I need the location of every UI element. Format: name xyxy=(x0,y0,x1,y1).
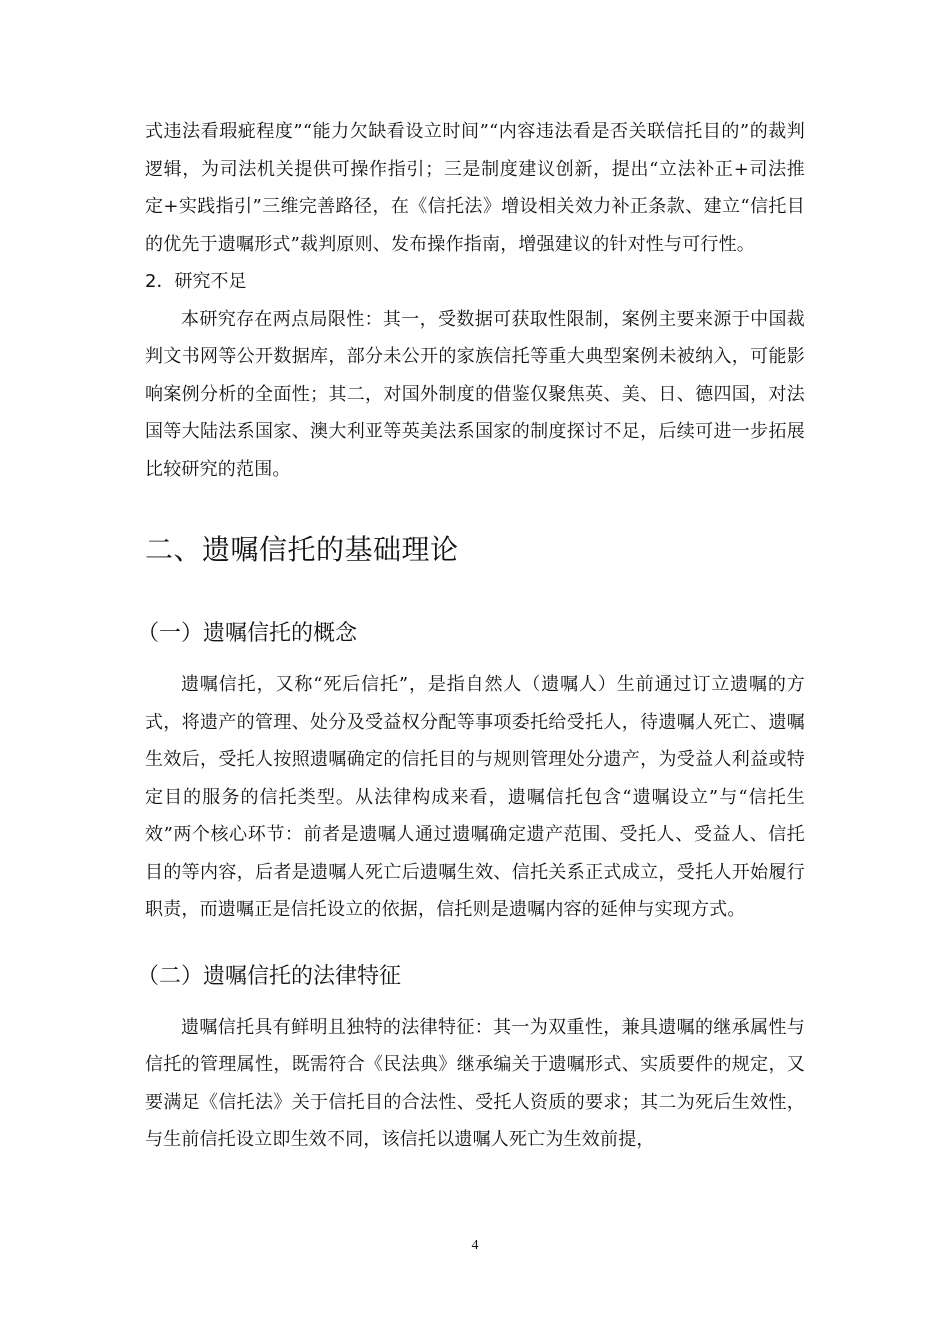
section-features-paragraph: 遗嘱信托具有鲜明且独特的法律特征：其一为双重性，兼具遗嘱的继承属性与信托的管理属性，既需符合《民法典》继承编关于遗嘱形式、实质要件的规定，又要满足《信托法》关于信托目的合法性、受托人资质的要求；其二为死后生效性，与生前信托设立即生效不同，该信托以遗嘱人死亡为生效前提， xyxy=(145,1016,805,1150)
section-features-title: （二）遗嘱信托的法律特征 xyxy=(137,963,402,989)
research-limitations-paragraph: 本研究存在两点局限性：其一，受数据可获取性限制，案例主要来源于中国裁判文书网等公开数据库，部分未公开的家族信托等重大典型案例未被纳入，可能影响案例分析的全面性；其二，对国外制度的借鉴仅聚焦英、美、日、德四国，对法国等大陆法系国家、澳大利亚等英美法系国家的制度探讨不足，后续可进一步拓展比较研究的范围。 xyxy=(145,308,805,480)
section-concept-title: （一）遗嘱信托的概念 xyxy=(137,621,358,646)
page-number: 4 xyxy=(471,1238,479,1253)
chapter-title: 二、遗嘱信托的基础理论 xyxy=(145,533,459,566)
page-content xyxy=(137,113,805,1159)
section-concept-paragraph: 遗嘱信托，又称“死后信托”，是指自然人（遗嘱人）生前通过订立遗嘱的方式，将遗产的管理、处分及受益权分配等事项委托给受托人，待遗嘱人死亡、遗嘱生效后，受托人按照遗嘱确定的信托目的与规则管理处分遗产，为受益人利益或特定目的服务的信托类型。从法律构成来看，遗嘱信托包含“遗嘱设立”与“信托生效”两个核心环节：前者是遗嘱人通过遗嘱确定遗产范围、受托人、受益人、信托目的等内容，后者是遗嘱人死亡后遗嘱生效、信托关系正式成立，受托人开始履行职责，而遗嘱正是信托设立的依据，信托则是遗嘱内容的延伸与实现方式。 xyxy=(145,674,805,920)
intro-continuation-paragraph: 式违法看瑕疵程度”“能力欠缺看设立时间”“内容违法看是否关联信托目的”的裁判逻辑，为司法机关提供可操作指引；三是制度建议创新，提出“立法补正+司法推定+实践指引”三维完善路径，在《信托法》增设相关效力补正条款、建立“信托目的优先于遗嘱形式”裁判原则、发布操作指南，增强建议的针对性与可行性。 xyxy=(145,121,805,255)
research-limitations-heading: 2．研究不足 xyxy=(145,271,247,292)
